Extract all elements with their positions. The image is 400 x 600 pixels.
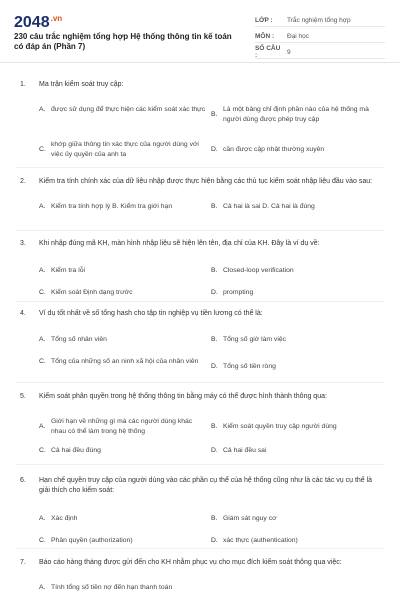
- option-text: Cả hai đều sai: [223, 447, 267, 454]
- question-number: 6.: [20, 477, 26, 484]
- options: [39, 187, 380, 217]
- option-text: được sử dụng để thực hiện các kiểm soát xác thực: [51, 106, 206, 113]
- option-d[interactable]: [211, 288, 381, 298]
- option-text: Tính tổng số tiền nợ đến hạn thanh toán: [51, 584, 173, 591]
- option-key: A.: [39, 203, 46, 210]
- divider: [16, 167, 384, 168]
- option-key: B.: [211, 267, 218, 274]
- option-text: xác thực (authentication): [223, 537, 298, 544]
- divider: [16, 548, 384, 549]
- option-key: B.: [211, 203, 218, 210]
- meta-row-class: [255, 14, 385, 27]
- option-key: D.: [211, 537, 218, 544]
- header: [0, 0, 400, 63]
- option-c[interactable]: [39, 536, 209, 546]
- options: [39, 249, 380, 299]
- divider: [16, 464, 384, 465]
- option-key: A.: [39, 423, 46, 430]
- question-stem: [20, 558, 380, 568]
- question-4: [20, 309, 380, 379]
- option-key: D.: [211, 363, 218, 370]
- question-text: Hạn chế quyền truy cập của người dùng vào các phần cụ thể của hệ thống cũng như là các tác vụ cụ thể là giải thích cho kiểm soát:: [39, 477, 373, 494]
- option-b[interactable]: [211, 335, 381, 345]
- options: [39, 402, 380, 462]
- option-b[interactable]: [211, 202, 381, 212]
- option-a[interactable]: [39, 202, 209, 212]
- option-c[interactable]: [39, 357, 209, 367]
- question-number: 4.: [20, 310, 26, 317]
- question-number: 1.: [20, 81, 26, 88]
- option-b[interactable]: [211, 514, 381, 524]
- divider: [16, 301, 384, 302]
- option-c[interactable]: [39, 288, 209, 298]
- meta-value: 9: [287, 48, 291, 56]
- meta-value: Trắc nghiệm tổng hợp: [287, 16, 351, 24]
- question-number: 3.: [20, 240, 26, 247]
- option-a[interactable]: [39, 417, 209, 437]
- option-key: A.: [39, 515, 46, 522]
- question-number: 7.: [20, 559, 26, 566]
- page-title: 230 câu trắc nghiệm tổng hợp Hệ thống thông tin kế toán có đáp án (Phần 7): [14, 32, 232, 51]
- question-number: 5.: [20, 393, 26, 400]
- option-a[interactable]: [39, 335, 209, 345]
- question-text: Ví dụ tốt nhất về số tổng hash cho tập tin nghiệp vụ tiền lương có thể là:: [39, 310, 263, 317]
- logo-suffix: .vn: [50, 14, 63, 23]
- question-stem: [20, 239, 380, 249]
- question-stem: [20, 309, 380, 319]
- option-key: C.: [39, 289, 46, 296]
- question-text: Kiểm soát phân quyền trong hệ thống thông tin bằng máy có thể được hình thành thông qua:: [39, 393, 327, 400]
- option-d[interactable]: [211, 362, 381, 372]
- option-key: A.: [39, 267, 46, 274]
- option-key: B.: [211, 515, 218, 522]
- meta-row-subject: [255, 30, 385, 43]
- option-key: A.: [39, 336, 46, 343]
- option-a[interactable]: [39, 105, 209, 115]
- option-c[interactable]: [39, 446, 209, 456]
- option-text: Kiểm soát Định dạng trước: [51, 289, 133, 296]
- meta-value: Đại học: [287, 32, 310, 40]
- options: [39, 568, 380, 598]
- question-stem: [20, 476, 380, 496]
- question-3: [20, 239, 380, 299]
- option-d[interactable]: [211, 536, 381, 546]
- question-text: Khi nhập đúng mã KH, màn hình nhập liệu sẽ hiện lên tên, địa chỉ của KH. Đây là ví dụ về:: [39, 240, 320, 247]
- option-key: C.: [39, 447, 46, 454]
- meta-label: SỐ CÂU :: [255, 45, 281, 59]
- option-text: Là một bảng chỉ định phần nào của hệ thống mà người dùng được phép truy cập: [223, 106, 369, 123]
- divider: [16, 382, 384, 383]
- option-b[interactable]: [211, 105, 381, 125]
- question-text: Báo cáo hàng tháng được gửi đến cho KH nhằm phục vụ cho mục đích kiểm soát thông qua việc:: [39, 559, 342, 566]
- question-1: [20, 80, 380, 160]
- options: [39, 319, 380, 379]
- options: [39, 496, 380, 546]
- option-key: C.: [39, 146, 46, 153]
- option-key: B.: [211, 111, 218, 118]
- option-text: prompting: [223, 289, 254, 296]
- meta-label: LỚP :: [255, 16, 273, 24]
- meta-box: [255, 14, 385, 62]
- option-text: Kiểm tra lỗi: [51, 267, 85, 274]
- option-text: khớp giữa thông tin xác thực của người dùng với việc ủy quyền của anh ta: [51, 141, 199, 158]
- question-number: 2.: [20, 178, 26, 185]
- option-d[interactable]: [211, 446, 381, 456]
- option-key: A.: [39, 584, 46, 591]
- question-7: [20, 558, 380, 598]
- question-2: [20, 177, 380, 217]
- options: [39, 90, 380, 160]
- option-a[interactable]: [39, 266, 209, 276]
- meta-label: MÔN :: [255, 32, 275, 40]
- option-key: D.: [211, 447, 218, 454]
- option-key: D.: [211, 289, 218, 296]
- option-key: D.: [211, 146, 218, 153]
- meta-row-count: [255, 46, 385, 59]
- option-text: Tổng số giờ làm việc: [223, 336, 287, 343]
- divider: [16, 230, 384, 231]
- question-5: [20, 392, 380, 462]
- question-text: Ma trận kiểm soát truy cập:: [39, 81, 124, 88]
- site-logo[interactable]: [14, 14, 62, 32]
- option-text: Giám sát nguy cơ: [223, 515, 277, 522]
- option-text: Cả hai đều đúng: [51, 447, 101, 454]
- option-b[interactable]: [211, 422, 381, 432]
- option-text: Tổng của những số an ninh xã hội của nhân viên: [51, 358, 199, 365]
- option-a[interactable]: [39, 583, 209, 593]
- option-d[interactable]: [211, 145, 381, 155]
- option-text: Cả hai là sai D. Cả hai là đúng: [223, 203, 315, 210]
- question-text: Kiểm tra tính chính xác của dữ liệu nhập được thực hiện bằng các thủ tục kiểm soát nhập liệu đầu vào sau:: [39, 178, 373, 185]
- option-text: Giới hạn về những gì mà các người dùng khác nhau có thể làm trong hệ thống: [51, 418, 193, 435]
- option-key: A.: [39, 106, 46, 113]
- option-text: Tổng số nhân viên: [51, 336, 107, 343]
- option-text: cần được cập nhật thường xuyên: [223, 146, 325, 153]
- logo-text: 2048: [14, 14, 50, 31]
- option-text: Xác định: [51, 515, 78, 522]
- option-text: Phân quyền (authorization): [51, 537, 133, 544]
- question-stem: [20, 392, 380, 402]
- option-key: C.: [39, 358, 46, 365]
- option-b[interactable]: [211, 266, 381, 276]
- option-c[interactable]: [39, 140, 209, 160]
- option-text: Kiểm soát quyền truy cập người dùng: [223, 423, 337, 430]
- option-a[interactable]: [39, 514, 209, 524]
- option-key: B.: [211, 423, 218, 430]
- option-key: B.: [211, 336, 218, 343]
- option-text: Kiểm tra tính hợp lý B. Kiểm tra giới hạn: [51, 203, 173, 210]
- question-6: [20, 476, 380, 546]
- question-stem: [20, 177, 380, 187]
- option-text: Tổng số tiền ròng: [223, 363, 276, 370]
- question-stem: [20, 80, 380, 90]
- option-key: C.: [39, 537, 46, 544]
- option-text: Closed-loop verification: [223, 267, 294, 274]
